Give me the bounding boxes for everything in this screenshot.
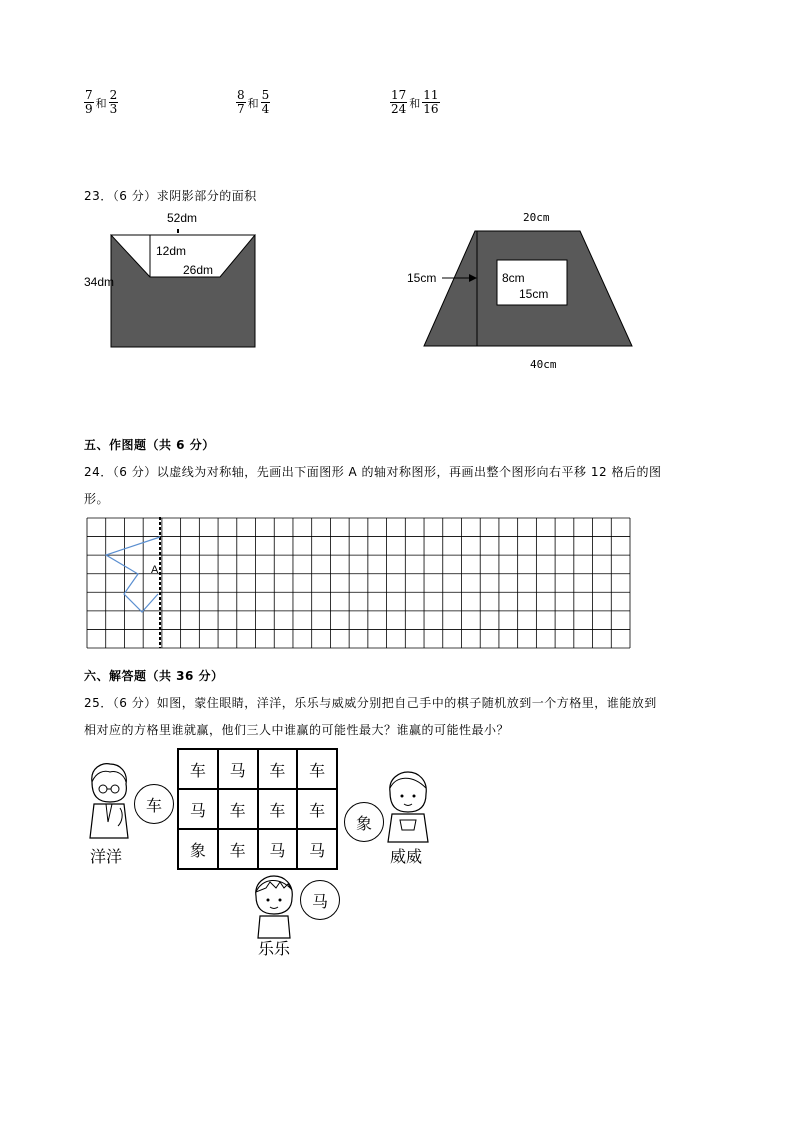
figure1-bottom-label: 26dm [183,263,214,277]
figure2-height-label: 15cm [407,271,437,285]
board-cell: 车 [178,749,218,789]
question-24-line2: 形。 [84,492,110,506]
drawing-grid [86,517,632,650]
figure1-top-tick [177,229,179,233]
question-24-line1: 24．（6 分）以虚线为对称轴，先画出下面图形 A 的轴对称图形，再画出整个图形向右平移 12 格后的图 [84,465,662,479]
weiwei-illustration [382,770,434,844]
board-cell: 马 [297,829,337,869]
lele-piece: 马 [300,880,340,920]
question-25-line1: 25．（6 分）如图，蒙住眼睛，洋洋，乐乐与威威分别把自己手中的棋子随机放到一个方格里，谁能放到 [84,696,657,710]
weiwei-name: 威威 [390,847,423,866]
board-cell: 车 [258,789,298,829]
figure1-top-label: 52dm [167,211,198,225]
fraction-pair-3: $\frac{17}{24}$ 和 $\frac{11}{16}$ [391,88,439,116]
lele-illustration [248,874,298,940]
board-cell: 马 [218,749,258,789]
board-cell: 马 [258,829,298,869]
board-cell: 车 [297,749,337,789]
question-23-title: 23．（6 分）求阴影部分的面积 [84,189,257,203]
board-cell: 象 [178,829,218,869]
board-cell: 车 [218,829,258,869]
figure-a-label: A [151,564,159,576]
section-6-heading: 六、解答题（共 36 分） [84,669,224,683]
board-cell: 车 [218,789,258,829]
yangyang-piece: 车 [134,784,174,824]
fraction-pair-2: $\frac{8}{7}$ 和 $\frac{5}{4}$ [237,88,270,116]
weiwei-piece: 象 [344,802,384,842]
figure2-top-label: 20cm [523,211,550,224]
section-5-heading: 五、作图题（共 6 分） [84,438,215,452]
lele-name: 乐乐 [258,939,291,958]
figure1-side-label: 34dm [84,275,115,289]
board-cell: 马 [178,789,218,829]
board-cell: 车 [297,789,337,829]
figure2-bottom-label: 40cm [530,358,557,371]
board-cell: 车 [258,749,298,789]
chess-board [177,748,338,870]
yangyang-name: 洋洋 [90,847,123,866]
figure1-depth-label: 12dm [156,244,187,258]
yangyang-illustration [84,762,134,842]
question-25-line2: 相对应的方格里谁就赢，他们三人中谁赢的可能性最大？谁赢的可能性最小？ [84,723,510,737]
figure2-rect-width-label: 15cm [519,287,549,301]
fraction-pair-1: $\frac{7}{9}$ 和 $\frac{2}{3}$ [85,88,118,116]
figure2-rect-height-label: 8cm [502,271,525,285]
